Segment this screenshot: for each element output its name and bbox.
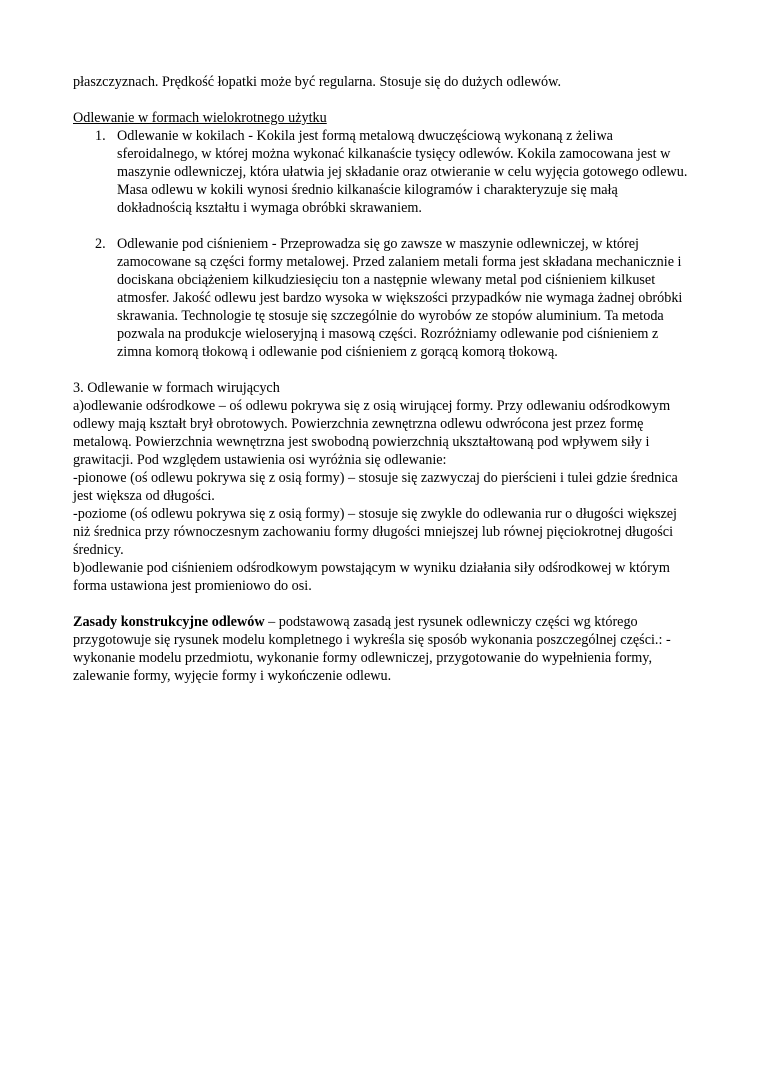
rules-text: – podstawową zasadą jest rysunek odlewniczy części wg którego przygotowuje się rysunek modelu kompletnego i wykreśla się sposób wykonania poszczególnej części.: - wykonanie modelu przedmiotu, wykonanie formy odlewniczej, przygotowanie do wypełnienia formy, zalewanie formy, wyjęcie formy i wykończenie odlewu. bbox=[73, 614, 671, 684]
paragraph: -pionowe (oś odlewu pokrywa się z osią formy) – stosuje się zazwyczaj do pierścieni i tulei gdzie średnica jest większa od długości. bbox=[73, 470, 678, 504]
list-item bbox=[73, 235, 688, 361]
casting-methods-list bbox=[73, 127, 688, 361]
rules-paragraph bbox=[73, 613, 688, 685]
list-item-number: 1. bbox=[95, 128, 106, 144]
list-item-text: Odlewanie w kokilach - Kokila jest formą metalową dwuczęściową wykonaną z żeliwa sferoidalnego, w której można wykonać kilkanaście tysięcy odlewów. Kokila zamocowana jest w maszynie odlewniczej, która ułatwia jej składanie oraz otwieranie w celu wyjęcia gotowego odlewu. Masa odlewu w kokili wynosi średnio kilkanaście kilogramów i charakteryzuje się małą dokładnością kształtu i wymaga obróbki skrawaniem. bbox=[117, 128, 688, 216]
list-item-text: Odlewanie pod ciśnieniem - Przeprowadza się go zawsze w maszynie odlewniczej, w której zamocowane są części formy metalowej. Przed zalaniem metali forma jest składana mechanicznie i dociskana obciążeniem kilkudziesięciu ton a następnie wlewany metal pod ciśnieniem kilkuset atmosfer. Jakość odlewu jest bardzo wysoka w większości przypadków nie wymaga żadnej obróbki skrawania. Technologie tę stosuje się szczególnie do wyrobów ze stopów aluminium. Ta metoda pozwala na produkcje wieloseryjną i masową części. Rozróżniamy odlewanie pod ciśnieniem z zimna komorą tłokową i odlewanie pod ciśnieniem z gorącą komorą tłokową. bbox=[117, 236, 683, 360]
paragraph: a)odlewanie odśrodkowe – oś odlewu pokrywa się z osią wirującej formy. Przy odlewaniu odśrodkowym odlewy mają kształt brył obrotowych. Powierzchnia zewnętrzna odlewu odwrócona jest przez formę metalową. Powierzchnia wewnętrzna jest swobodną powierzchnią ukształtowaną pod wpływem siły i grawitacji. Pod względem ustawienia osi wyróżnia się odlewanie: bbox=[73, 398, 671, 468]
document-body bbox=[73, 73, 688, 685]
section3 bbox=[73, 379, 688, 595]
rules-bold-label: Zasady konstrukcyjne odlewów bbox=[73, 614, 265, 630]
paragraph: -poziome (oś odlewu pokrywa się z osią formy) – stosuje się zwykle do odlewania rur o długości większej niż średnica przy równoczesnym zachowaniu formy długości mniejszej lub równej pięciokrotnej długości średnicy. bbox=[73, 506, 678, 558]
list-item bbox=[73, 127, 688, 217]
section2-heading: Odlewanie w formach wielokrotnego użytku bbox=[73, 110, 327, 126]
section3-heading: 3. Odlewanie w formach wirujących bbox=[73, 380, 280, 396]
intro-line: płaszczyznach. Prędkość łopatki może być regularna. Stosuje się do dużych odlewów. bbox=[73, 74, 561, 90]
paragraph: b)odlewanie pod ciśnieniem odśrodkowym powstającym w wyniku działania siły odśrodkowej w którym forma ustawiona jest promieniowo do osi. bbox=[73, 560, 670, 594]
list-item-number: 2. bbox=[95, 236, 106, 252]
